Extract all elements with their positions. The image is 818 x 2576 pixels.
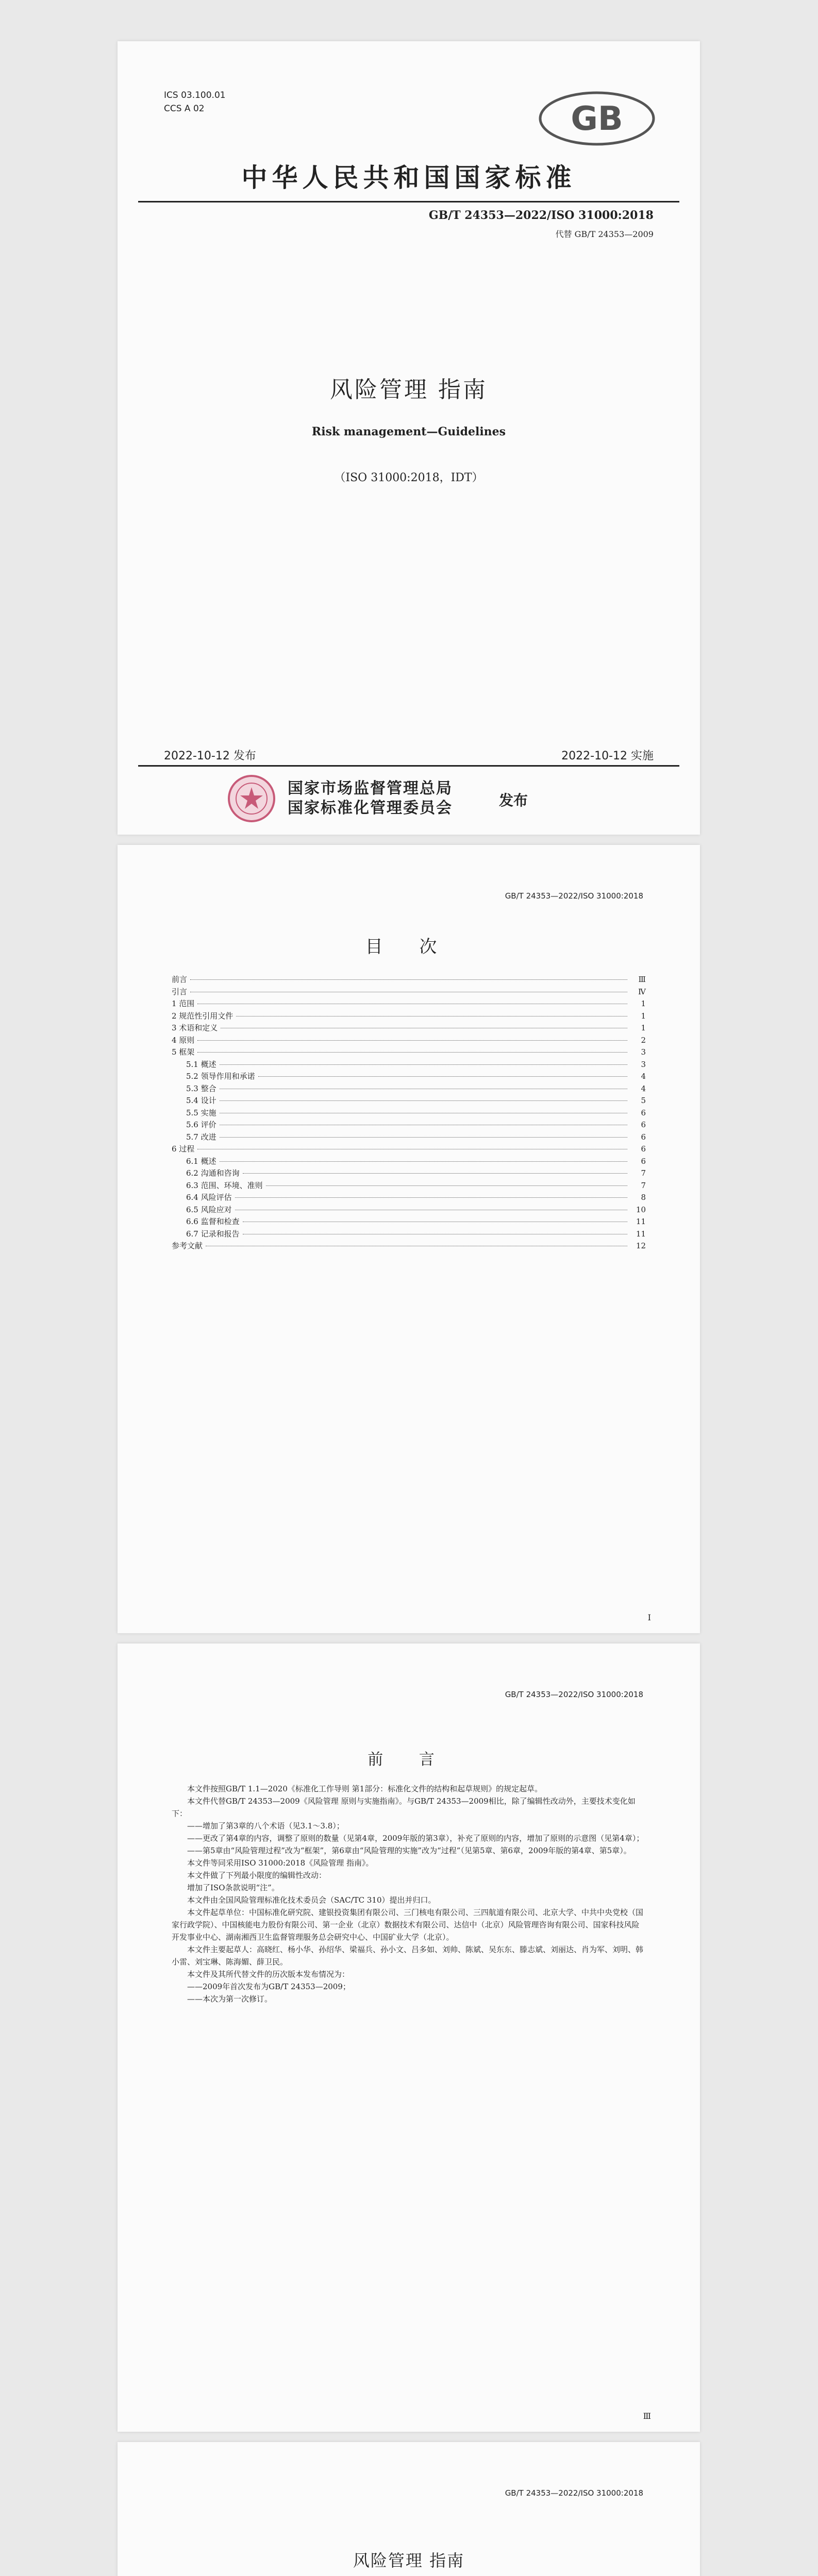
toc-entry[interactable] bbox=[172, 1071, 646, 1083]
toc-entry[interactable] bbox=[172, 1192, 646, 1204]
toc-entry-page: Ⅲ bbox=[638, 975, 646, 984]
toc-leader-dots bbox=[258, 1076, 627, 1077]
toc-entry-label: 6.6 监督和检查 bbox=[186, 1217, 240, 1226]
issue-label: 发布 bbox=[499, 792, 528, 809]
issuer-line: 国家市场监督管理总局 bbox=[288, 779, 453, 798]
toc-entry-label: 3 术语和定义 bbox=[172, 1023, 218, 1032]
page-number: Ⅲ bbox=[643, 2411, 651, 2421]
foreword-paragraph: ——第5章由“风险管理过程”改为“框架”，第6章由“风险管理的实施”改为“过程”（见第5章、第6章，2009年版的第4章、第5章）。 bbox=[187, 1846, 631, 1855]
foreword-paragraph: 本文件起草单位：中国标准化研究院、建银投资集团有限公司、三门核电有限公司、三四航道有限公司、北京大学、中共中央党校（国家行政学院）、中国核能电力股份有限公司、第一企业（北京）数据技术有限公司、达信中（北京）风险管理咨询有限公司、国家科技风险开发事业中心、湖南湘西卫生监督管理服务总会研究中心、中国矿业大学（北京）。 bbox=[172, 1908, 644, 1942]
ccs-code: CCS A 02 bbox=[164, 104, 205, 114]
toc-entry-label: 6.4 风险评估 bbox=[186, 1193, 232, 1202]
foreword-paragraph: ——增加了第3章的八个术语（见3.1～3.8）； bbox=[187, 1821, 344, 1831]
issuer-line: 国家标准化管理委员会 bbox=[288, 799, 453, 817]
toc-leader-dots bbox=[190, 979, 627, 980]
toc-entry[interactable] bbox=[172, 1131, 646, 1144]
running-header: GB/T 24353—2022/ISO 31000:2018 bbox=[505, 891, 643, 901]
foreword-paragraph: 本文件等同采用ISO 31000:2018《风险管理 指南》。 bbox=[187, 1858, 374, 1868]
cover-page bbox=[118, 41, 700, 835]
toc-entry-page: 1 bbox=[641, 1023, 646, 1032]
toc-entry-page: 6 bbox=[641, 1156, 646, 1166]
body-title: 风险管理 指南 bbox=[353, 2551, 465, 2570]
toc-entry[interactable] bbox=[172, 1010, 646, 1023]
foreword-paragraph: 本文件及其所代替文件的历次版本发布情况为： bbox=[187, 1970, 350, 1979]
running-header: GB/T 24353—2022/ISO 31000:2018 bbox=[505, 2488, 643, 2498]
foreword-paragraph: 本文件由全国风险管理标准化技术委员会（SAC/TC 310）提出并归口。 bbox=[187, 1895, 436, 1905]
foreword-page bbox=[118, 1643, 700, 2432]
toc-leader-dots bbox=[220, 1161, 627, 1162]
foreword-paragraph: 本文件做了下列最小限度的编辑性改动： bbox=[187, 1871, 327, 1880]
header-rule bbox=[138, 201, 679, 202]
toc-entry[interactable] bbox=[172, 1059, 646, 1071]
toc-entry-label: 6.1 概述 bbox=[186, 1156, 216, 1166]
document-title-en: Risk management—Guidelines bbox=[311, 425, 506, 438]
toc-title: 目 次 bbox=[365, 937, 453, 957]
toc-entry-page: 1 bbox=[641, 1011, 646, 1021]
running-header: GB/T 24353—2022/ISO 31000:2018 bbox=[505, 1690, 643, 1699]
implement-date: 2022-10-12 实施 bbox=[561, 750, 654, 762]
toc-entry-label: 6.2 沟通和咨询 bbox=[186, 1168, 240, 1178]
toc-entry[interactable] bbox=[172, 1095, 646, 1107]
toc-leader-dots bbox=[220, 1137, 627, 1138]
ics-code-block bbox=[164, 89, 226, 115]
toc-entry[interactable] bbox=[172, 1228, 646, 1241]
toc-entry-page: 6 bbox=[641, 1120, 646, 1129]
toc-entry-label: 5.6 评价 bbox=[186, 1120, 216, 1129]
toc-entry-label: 5.4 设计 bbox=[186, 1096, 216, 1105]
toc-entry-label: 5.1 概述 bbox=[186, 1059, 216, 1069]
toc-entry-label: 4 原则 bbox=[172, 1035, 195, 1045]
issuer-block bbox=[288, 779, 453, 818]
toc-leader-dots bbox=[243, 1173, 627, 1174]
footer-rule bbox=[138, 765, 679, 767]
toc-entry-page: 3 bbox=[641, 1047, 646, 1057]
toc-entry[interactable] bbox=[172, 1046, 646, 1059]
toc-entry[interactable] bbox=[172, 974, 646, 986]
toc-entry[interactable] bbox=[172, 1156, 646, 1168]
toc-entry-label: 5.2 领导作用和承诺 bbox=[186, 1072, 255, 1081]
toc-leader-dots bbox=[197, 1052, 627, 1053]
publish-date: 2022-10-12 发布 bbox=[164, 750, 256, 762]
toc-entry-label: 5.3 整合 bbox=[186, 1083, 216, 1093]
toc-leader-dots bbox=[235, 1197, 627, 1198]
toc-entry-page: 5 bbox=[641, 1096, 646, 1105]
toc-entry-page: 11 bbox=[636, 1229, 646, 1239]
toc-entry-label: 参考文献 bbox=[172, 1241, 203, 1250]
toc-entry-page: 12 bbox=[636, 1241, 646, 1250]
toc-entry[interactable] bbox=[172, 1022, 646, 1035]
toc-leader-dots bbox=[266, 1185, 627, 1186]
toc-entry-page: 2 bbox=[641, 1035, 646, 1045]
toc-entry-page: 1 bbox=[641, 999, 646, 1008]
toc-entry-page: 7 bbox=[641, 1168, 646, 1178]
toc-entry[interactable] bbox=[172, 1180, 646, 1192]
toc-entry[interactable] bbox=[172, 1167, 646, 1180]
toc-entry[interactable] bbox=[172, 998, 646, 1010]
foreword-paragraph: ——2009年首次发布为GB/T 24353—2009； bbox=[187, 1982, 350, 1991]
gb-logo-text: GB bbox=[571, 100, 623, 138]
gb-logo-icon bbox=[538, 90, 656, 147]
foreword-paragraph: 本文件代替GB/T 24353—2009《风险管理 原则与实施指南》。与GB/T 24353—2009相比，除了编辑性改动外，主要技术变化如下： bbox=[172, 1797, 636, 1818]
body-page bbox=[118, 2442, 700, 2576]
toc-entry-label: 5.7 改进 bbox=[186, 1132, 216, 1142]
toc-entry[interactable] bbox=[172, 1083, 646, 1095]
toc-entry-page: 8 bbox=[641, 1193, 646, 1202]
foreword-paragraph: ——本次为第一次修订。 bbox=[187, 1994, 273, 2004]
replaces-note: 代替 GB/T 24353—2009 bbox=[555, 229, 654, 239]
standard-number: GB/T 24353—2022/ISO 31000:2018 bbox=[428, 209, 654, 222]
foreword-paragraph: 增加了ISO条款说明“注”。 bbox=[187, 1883, 279, 1892]
toc-entry-label: 引言 bbox=[172, 987, 188, 996]
toc-leader-dots bbox=[220, 1064, 627, 1065]
foreword-paragraph: 本文件主要起草人：高晓红、杨小华、孙绍华、梁福兵、孙小文、吕多如、刘帅、陈斌、吴东东、滕志斌、刘丽达、肖为军、刘明、韩小雷、刘宝琳、陈海媚、薛卫民。 bbox=[172, 1945, 644, 1967]
foreword-title: 前 言 bbox=[368, 1751, 450, 1769]
foreword-paragraph: ——更改了第4章的内容，调整了原则的数量（见第4章，2009年版的第3章），补充了原则的内容，增加了原则的示意图（见第4章）； bbox=[187, 1834, 644, 1843]
toc-entry-page: 7 bbox=[641, 1180, 646, 1190]
official-seal-icon bbox=[226, 773, 277, 824]
toc-entry-label: 前言 bbox=[172, 975, 188, 984]
toc-page bbox=[118, 845, 700, 1633]
toc-entry-label: 5.5 实施 bbox=[186, 1108, 216, 1117]
toc-entry-label: 6 过程 bbox=[172, 1144, 195, 1154]
page-number: I bbox=[647, 1613, 651, 1622]
toc-entry-page: 6 bbox=[641, 1108, 646, 1117]
ics-code: ICS 03.100.01 bbox=[164, 90, 226, 100]
toc-entry[interactable] bbox=[172, 1035, 646, 1047]
foreword-paragraph: 本文件按照GB/T 1.1—2020《标准化工作导则 第1部分：标准化文件的结构和起草规则》的规定起草。 bbox=[187, 1784, 543, 1793]
toc-entry-page: 4 bbox=[641, 1083, 646, 1093]
toc-entry-label: 5 框架 bbox=[172, 1047, 195, 1057]
standard-title: 中华人民共和国国家标准 bbox=[241, 163, 576, 193]
iso-reference: （ISO 31000:2018，IDT） bbox=[334, 471, 483, 484]
toc-entry-label: 6.3 范围、环境、准则 bbox=[186, 1180, 263, 1190]
toc-entry[interactable] bbox=[172, 1107, 646, 1120]
toc-entry-page: 4 bbox=[641, 1072, 646, 1081]
toc-entry-page: 11 bbox=[636, 1217, 646, 1226]
toc-entry[interactable] bbox=[172, 986, 646, 998]
toc-leader-dots bbox=[220, 1100, 627, 1101]
foreword-body bbox=[172, 1783, 646, 2005]
toc-entry[interactable] bbox=[172, 1204, 646, 1216]
toc-entry-page: Ⅳ bbox=[638, 987, 646, 996]
toc-entry-page: 6 bbox=[641, 1144, 646, 1154]
toc-entry[interactable] bbox=[172, 1240, 646, 1252]
toc-entry-label: 6.7 记录和报告 bbox=[186, 1229, 240, 1239]
toc-leader-dots bbox=[197, 1040, 627, 1041]
document-title: 风险管理 指南 bbox=[330, 377, 488, 403]
toc-entry-label: 2 规范性引用文件 bbox=[172, 1011, 233, 1021]
toc-entry-label: 1 范围 bbox=[172, 999, 195, 1008]
toc-entry[interactable] bbox=[172, 1143, 646, 1156]
toc-entry[interactable] bbox=[172, 1216, 646, 1228]
toc-entry-page: 6 bbox=[641, 1132, 646, 1142]
toc-entry-label: 6.5 风险应对 bbox=[186, 1205, 232, 1214]
toc-entry[interactable] bbox=[172, 1119, 646, 1131]
toc-list bbox=[172, 974, 646, 1252]
toc-entry-page: 3 bbox=[641, 1059, 646, 1069]
toc-entry-page: 10 bbox=[636, 1205, 646, 1214]
